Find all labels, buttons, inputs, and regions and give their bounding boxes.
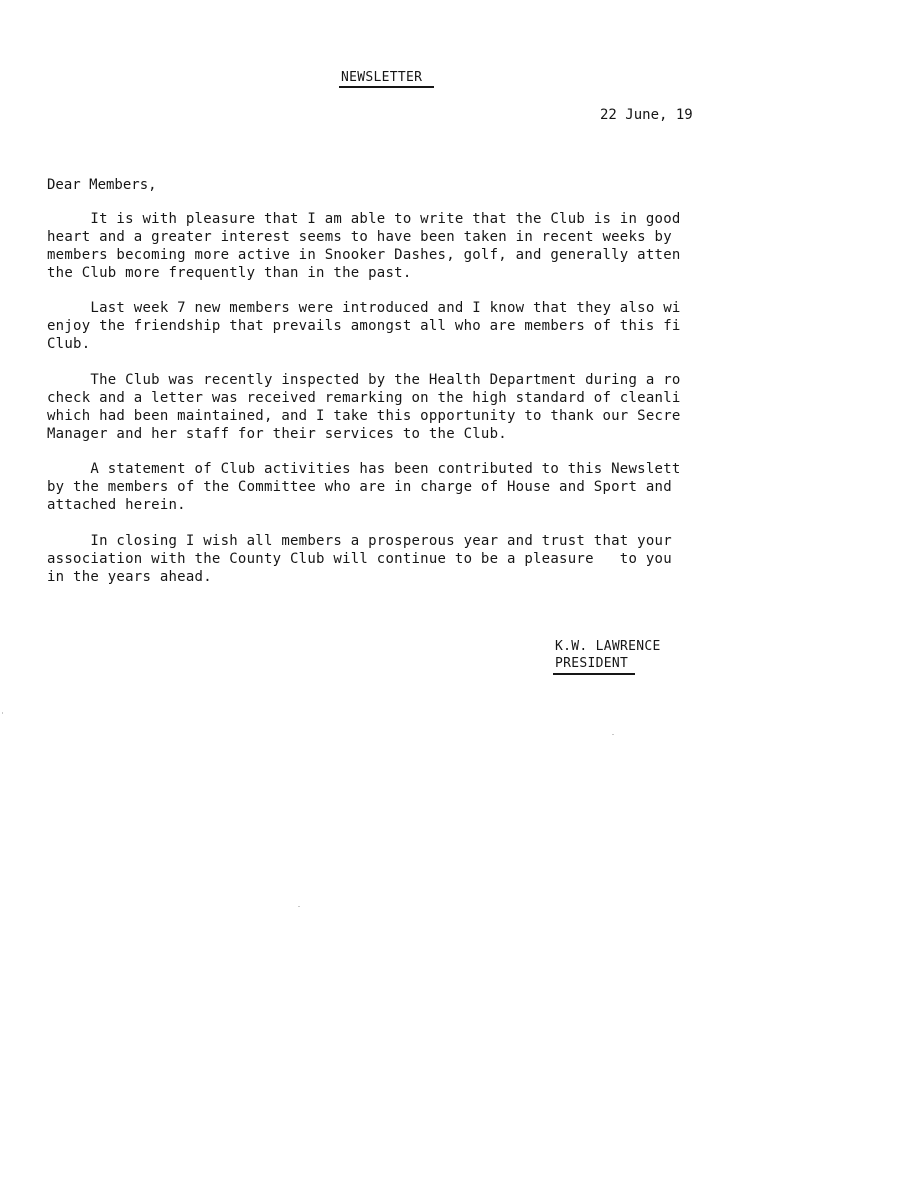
letter-date: 22 June, 19 <box>600 107 693 123</box>
scan-speck <box>612 734 614 735</box>
paragraph-line: members becoming more active in Snooker Dashes, golf, and generally atten <box>47 247 681 263</box>
paragraph-club-activities <box>47 460 700 514</box>
scan-speck <box>298 906 300 907</box>
paragraph-line: In closing I wish all members a prosperous year and trust that your <box>47 533 672 549</box>
paragraph-line: in the years ahead. <box>47 569 212 585</box>
paragraph-line: Manager and her staff for their services to the Club. <box>47 426 507 442</box>
paragraph-line: It is with pleasure that I am able to write that the Club is in good <box>47 211 681 227</box>
paragraph-new-members <box>47 299 700 353</box>
paragraph-line: attached herein. <box>47 497 186 513</box>
paragraph-line: Club. <box>47 336 91 352</box>
paragraph-closing <box>47 532 700 586</box>
paragraph-line: which had been maintained, and I take this opportunity to thank our Secre <box>47 408 681 424</box>
paragraph-line: enjoy the friendship that prevails amongst all who are members of this fi <box>47 318 681 334</box>
signature-name: K.W. LAWRENCE <box>555 639 661 654</box>
paragraph-line: the Club more frequently than in the past. <box>47 265 412 281</box>
salutation: Dear Members, <box>47 177 157 193</box>
paragraph-line: check and a letter was received remarking on the high standard of cleanli <box>47 390 681 406</box>
paragraph-line: by the members of the Committee who are in charge of House and Sport and <box>47 479 672 495</box>
scan-speck <box>2 712 3 714</box>
paragraph-line: A statement of Club activities has been contributed to this Newslett <box>47 461 681 477</box>
paragraph-club-interest <box>47 210 700 282</box>
paragraph-line: The Club was recently inspected by the Health Department during a ro <box>47 372 681 388</box>
paragraph-line: Last week 7 new members were introduced and I know that they also wi <box>47 300 681 316</box>
paragraph-health-inspection <box>47 371 700 443</box>
paragraph-line: heart and a greater interest seems to have been taken in recent weeks by <box>47 229 672 245</box>
title-underline <box>339 86 434 88</box>
paragraph-line: association with the County Club will continue to be a pleasure to you <box>47 551 672 567</box>
newsletter-title: NEWSLETTER <box>341 70 423 85</box>
signature-underline <box>553 673 635 675</box>
signature-title: PRESIDENT <box>555 656 629 671</box>
